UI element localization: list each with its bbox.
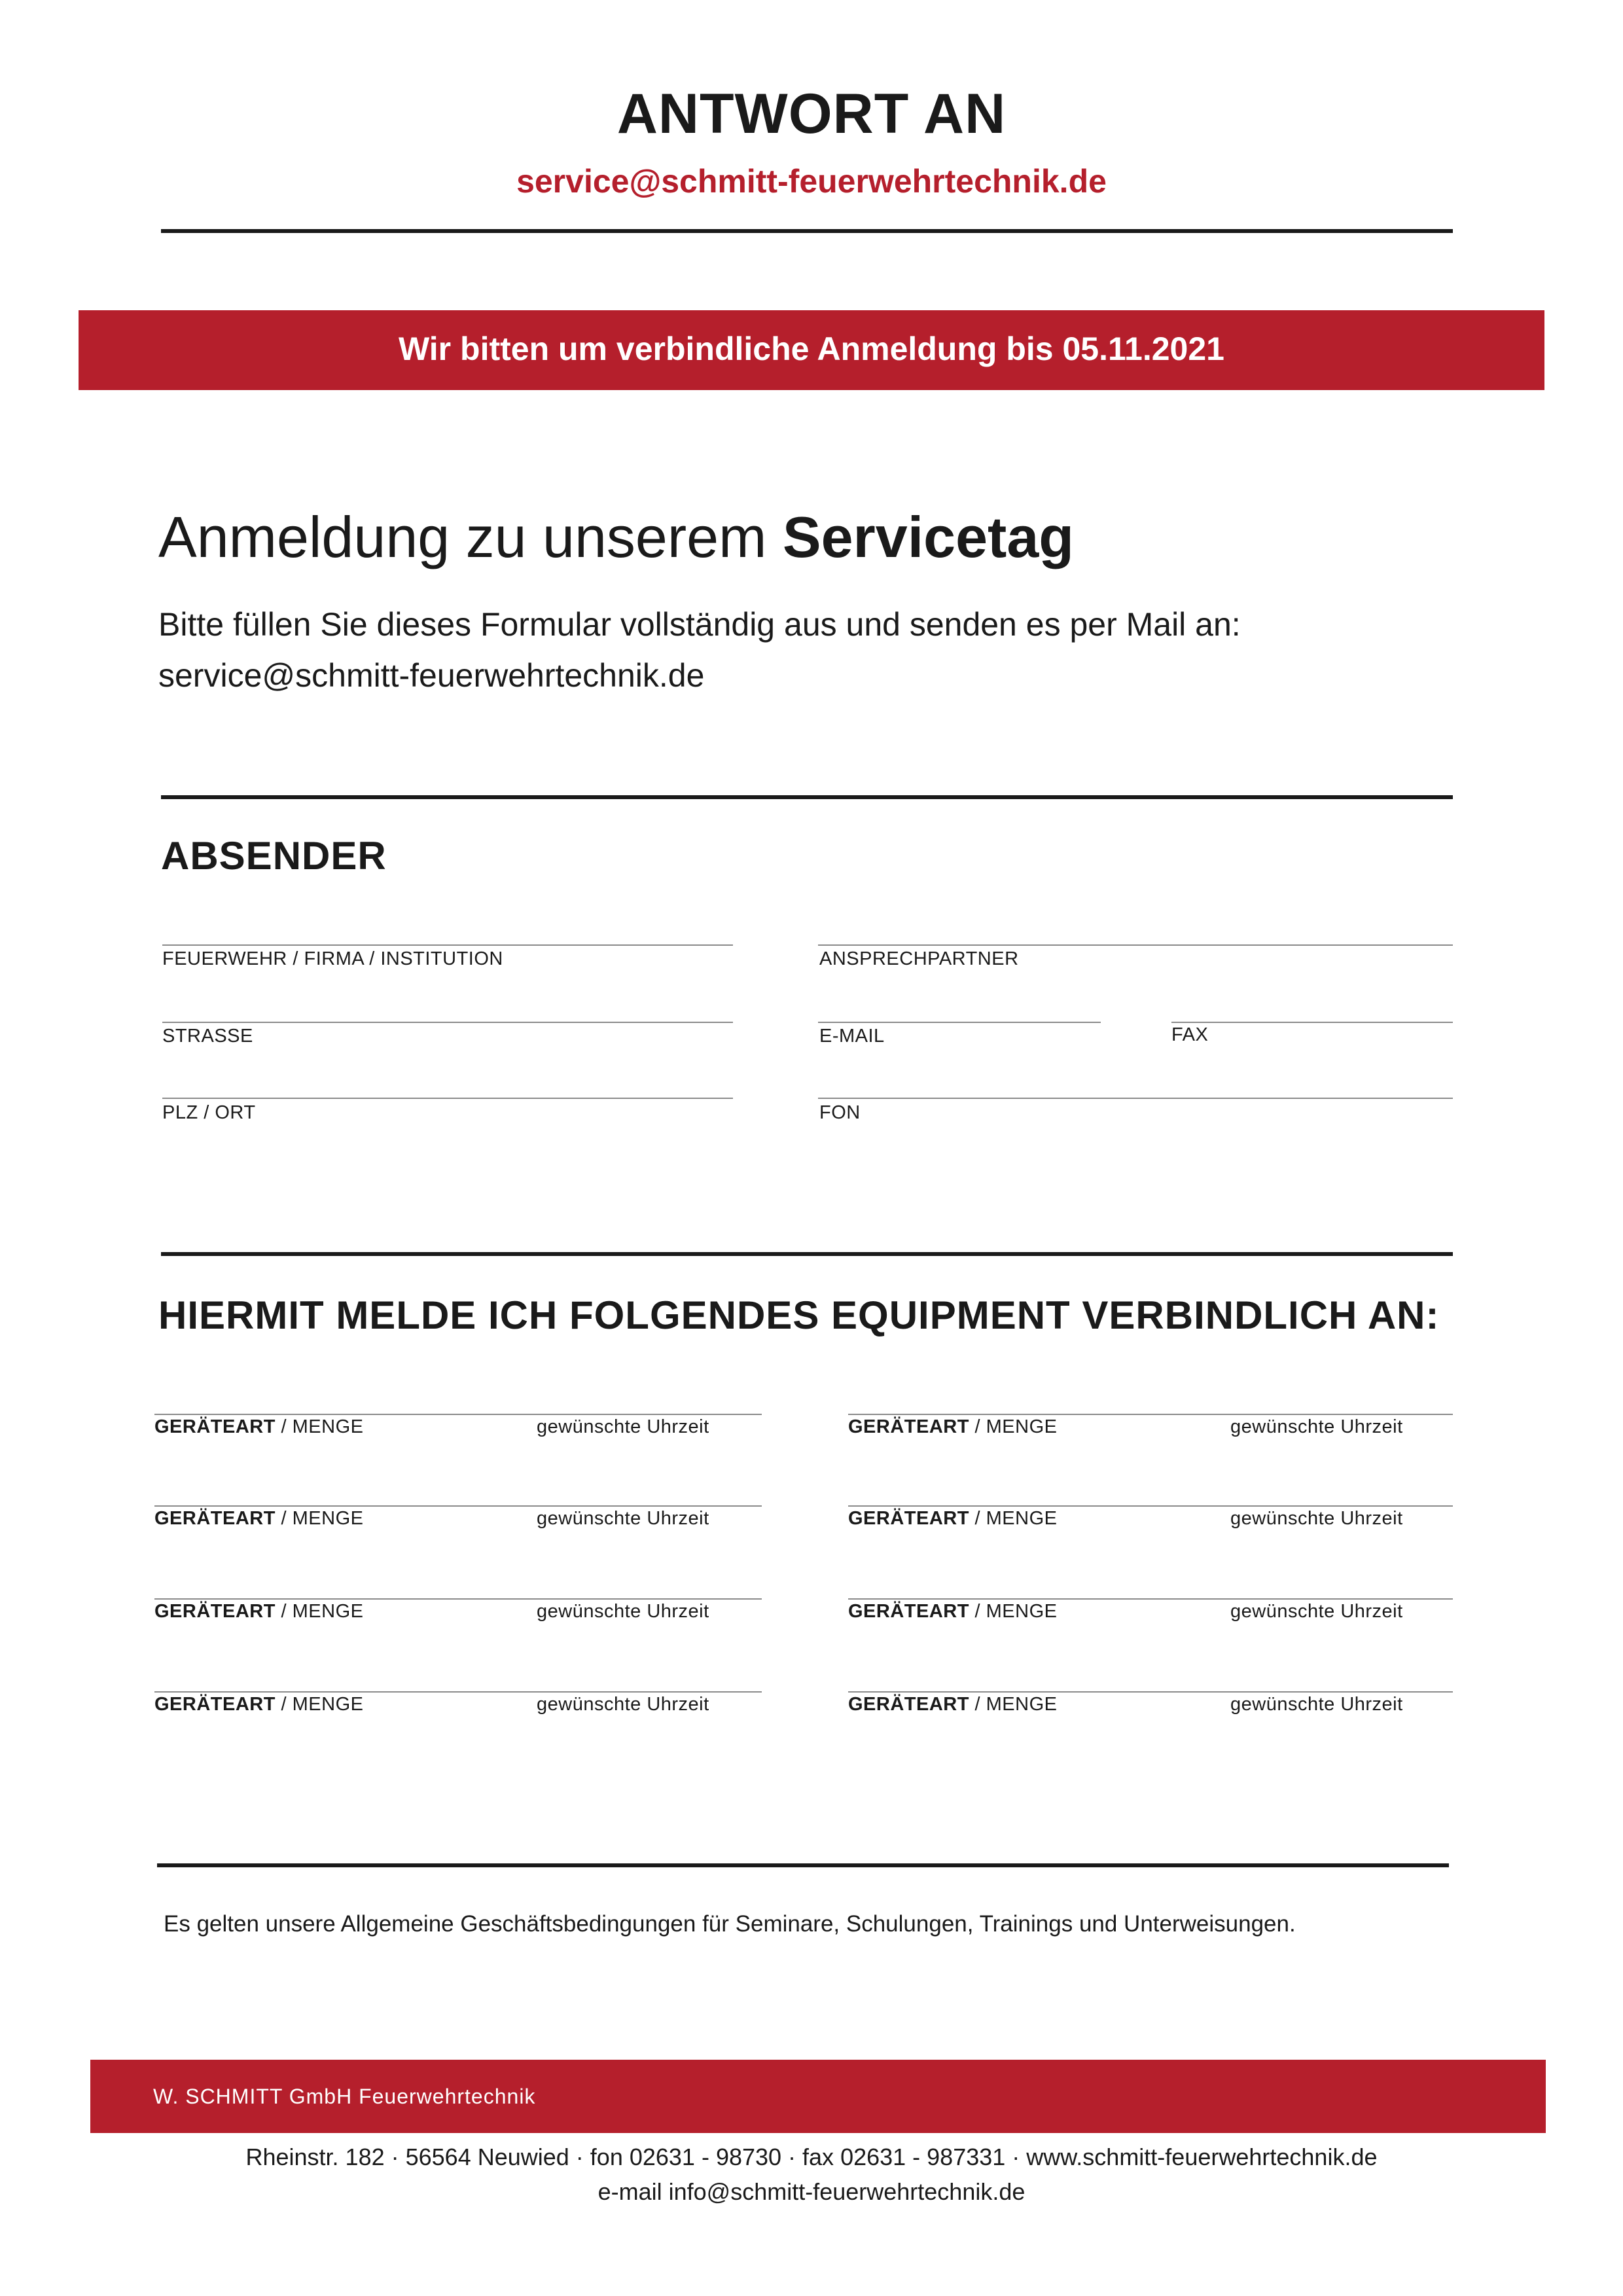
equipment-time-label: gewünschte Uhrzeit: [537, 1601, 709, 1622]
equipment-quantity-label: / MENGE: [969, 1416, 1058, 1437]
street-label: STRASSE: [162, 1026, 253, 1047]
equipment-entry-field-7[interactable]: [154, 1691, 762, 1693]
equipment-time-label: gewünschte Uhrzeit: [1230, 1416, 1403, 1437]
equipment-device-label-bold: GERÄTEART: [154, 1416, 276, 1437]
sender-section-title: ABSENDER: [161, 834, 387, 878]
equipment-device-label: [848, 1508, 1057, 1530]
contact-person-field[interactable]: [818, 944, 1453, 946]
equipment-device-label: [154, 1601, 363, 1623]
organisation-field[interactable]: [162, 944, 733, 946]
zip-city-label: PLZ / ORT: [162, 1102, 256, 1123]
phone-label: FON: [819, 1102, 861, 1123]
terms-divider: [157, 1863, 1449, 1867]
terms-text: Es gelten unsere Allgemeine Geschäftsbedingungen für Seminare, Schulungen, Trainings und Unterweisungen.: [164, 1911, 1296, 1937]
equipment-device-label-bold: GERÄTEART: [154, 1694, 276, 1715]
equipment-entry-field-2[interactable]: [848, 1414, 1453, 1415]
phone-field[interactable]: [818, 1098, 1453, 1099]
reply-to-title: ANTWORT AN: [616, 82, 1007, 145]
registration-title-bold: Servicetag: [782, 505, 1075, 569]
zip-city-field[interactable]: [162, 1098, 733, 1099]
street-field[interactable]: [162, 1022, 733, 1023]
equipment-quantity-label: / MENGE: [275, 1416, 364, 1437]
equipment-time-label: gewünschte Uhrzeit: [537, 1694, 709, 1715]
equipment-entry-field-8[interactable]: [848, 1691, 1453, 1693]
equipment-quantity-label: / MENGE: [275, 1694, 364, 1715]
equipment-time-label: gewünschte Uhrzeit: [1230, 1601, 1403, 1622]
equipment-entry-field-3[interactable]: [154, 1505, 762, 1507]
equipment-device-label: [154, 1508, 363, 1530]
equipment-device-label-bold: GERÄTEART: [848, 1694, 969, 1715]
footer-company: W. SCHMITT GmbH Feuerwehrtechnik: [153, 2085, 536, 2108]
equipment-device-label-bold: GERÄTEART: [848, 1416, 969, 1437]
equipment-time-label: gewünschte Uhrzeit: [1230, 1508, 1403, 1529]
equipment-entry-field-6[interactable]: [848, 1598, 1453, 1600]
equipment-quantity-label: / MENGE: [969, 1508, 1058, 1529]
equipment-device-label-bold: GERÄTEART: [154, 1508, 276, 1529]
contact-person-label: ANSPRECHPARTNER: [819, 948, 1019, 969]
equipment-device-label-bold: GERÄTEART: [154, 1601, 276, 1622]
equipment-time-label: gewünschte Uhrzeit: [1230, 1694, 1403, 1715]
equipment-entry-field-4[interactable]: [848, 1505, 1453, 1507]
fax-label: FAX: [1171, 1024, 1209, 1045]
sender-divider: [161, 795, 1453, 799]
equipment-section-title: HIERMIT MELDE ICH FOLGENDES EQUIPMENT VERBINDLICH AN:: [158, 1293, 1440, 1337]
deadline-banner: [79, 310, 1544, 390]
registration-title: [158, 504, 1074, 571]
email-label: E-MAIL: [819, 1026, 885, 1047]
equipment-quantity-label: / MENGE: [275, 1508, 364, 1529]
equipment-device-label-bold: GERÄTEART: [848, 1508, 969, 1529]
equipment-quantity-label: / MENGE: [969, 1694, 1058, 1715]
intro-text: Bitte füllen Sie dieses Formular vollständig aus und senden es per Mail an:: [158, 606, 1241, 643]
equipment-quantity-label: / MENGE: [275, 1601, 364, 1622]
registration-title-light: Anmeldung zu unserem: [158, 505, 767, 569]
equipment-entry-field-5[interactable]: [154, 1598, 762, 1600]
equipment-device-label: [848, 1416, 1057, 1438]
footer-mail: e-mail info@schmitt-feuerwehrtechnik.de: [597, 2178, 1026, 2205]
organisation-label: FEUERWEHR / FIRMA / INSTITUTION: [162, 948, 503, 969]
equipment-device-label: [154, 1416, 363, 1438]
fax-field[interactable]: [1171, 1022, 1453, 1023]
equipment-device-label: [154, 1694, 363, 1715]
equipment-device-label: [848, 1601, 1057, 1623]
intro-email-link[interactable]: service@schmitt-feuerwehrtechnik.de: [158, 657, 705, 694]
equipment-time-label: gewünschte Uhrzeit: [537, 1416, 709, 1437]
email-field[interactable]: [818, 1022, 1101, 1023]
equipment-time-label: gewünschte Uhrzeit: [537, 1508, 709, 1529]
footer-band: [90, 2060, 1546, 2133]
equipment-entry-field-1[interactable]: [154, 1414, 762, 1415]
equipment-device-label: [848, 1694, 1057, 1715]
equipment-device-label-bold: GERÄTEART: [848, 1601, 969, 1622]
footer-address: Rheinstr. 182 · 56564 Neuwied · fon 02631 - 98730 · fax 02631 - 987331 · www.schmitt-feuerwehrtechnik.de: [245, 2144, 1378, 2170]
equipment-divider: [161, 1252, 1453, 1256]
header-divider: [161, 229, 1453, 233]
deadline-text: Wir bitten um verbindliche Anmeldung bis 05.11.2021: [399, 331, 1224, 367]
equipment-quantity-label: / MENGE: [969, 1601, 1058, 1622]
reply-to-email-link[interactable]: service@schmitt-feuerwehrtechnik.de: [516, 163, 1107, 200]
